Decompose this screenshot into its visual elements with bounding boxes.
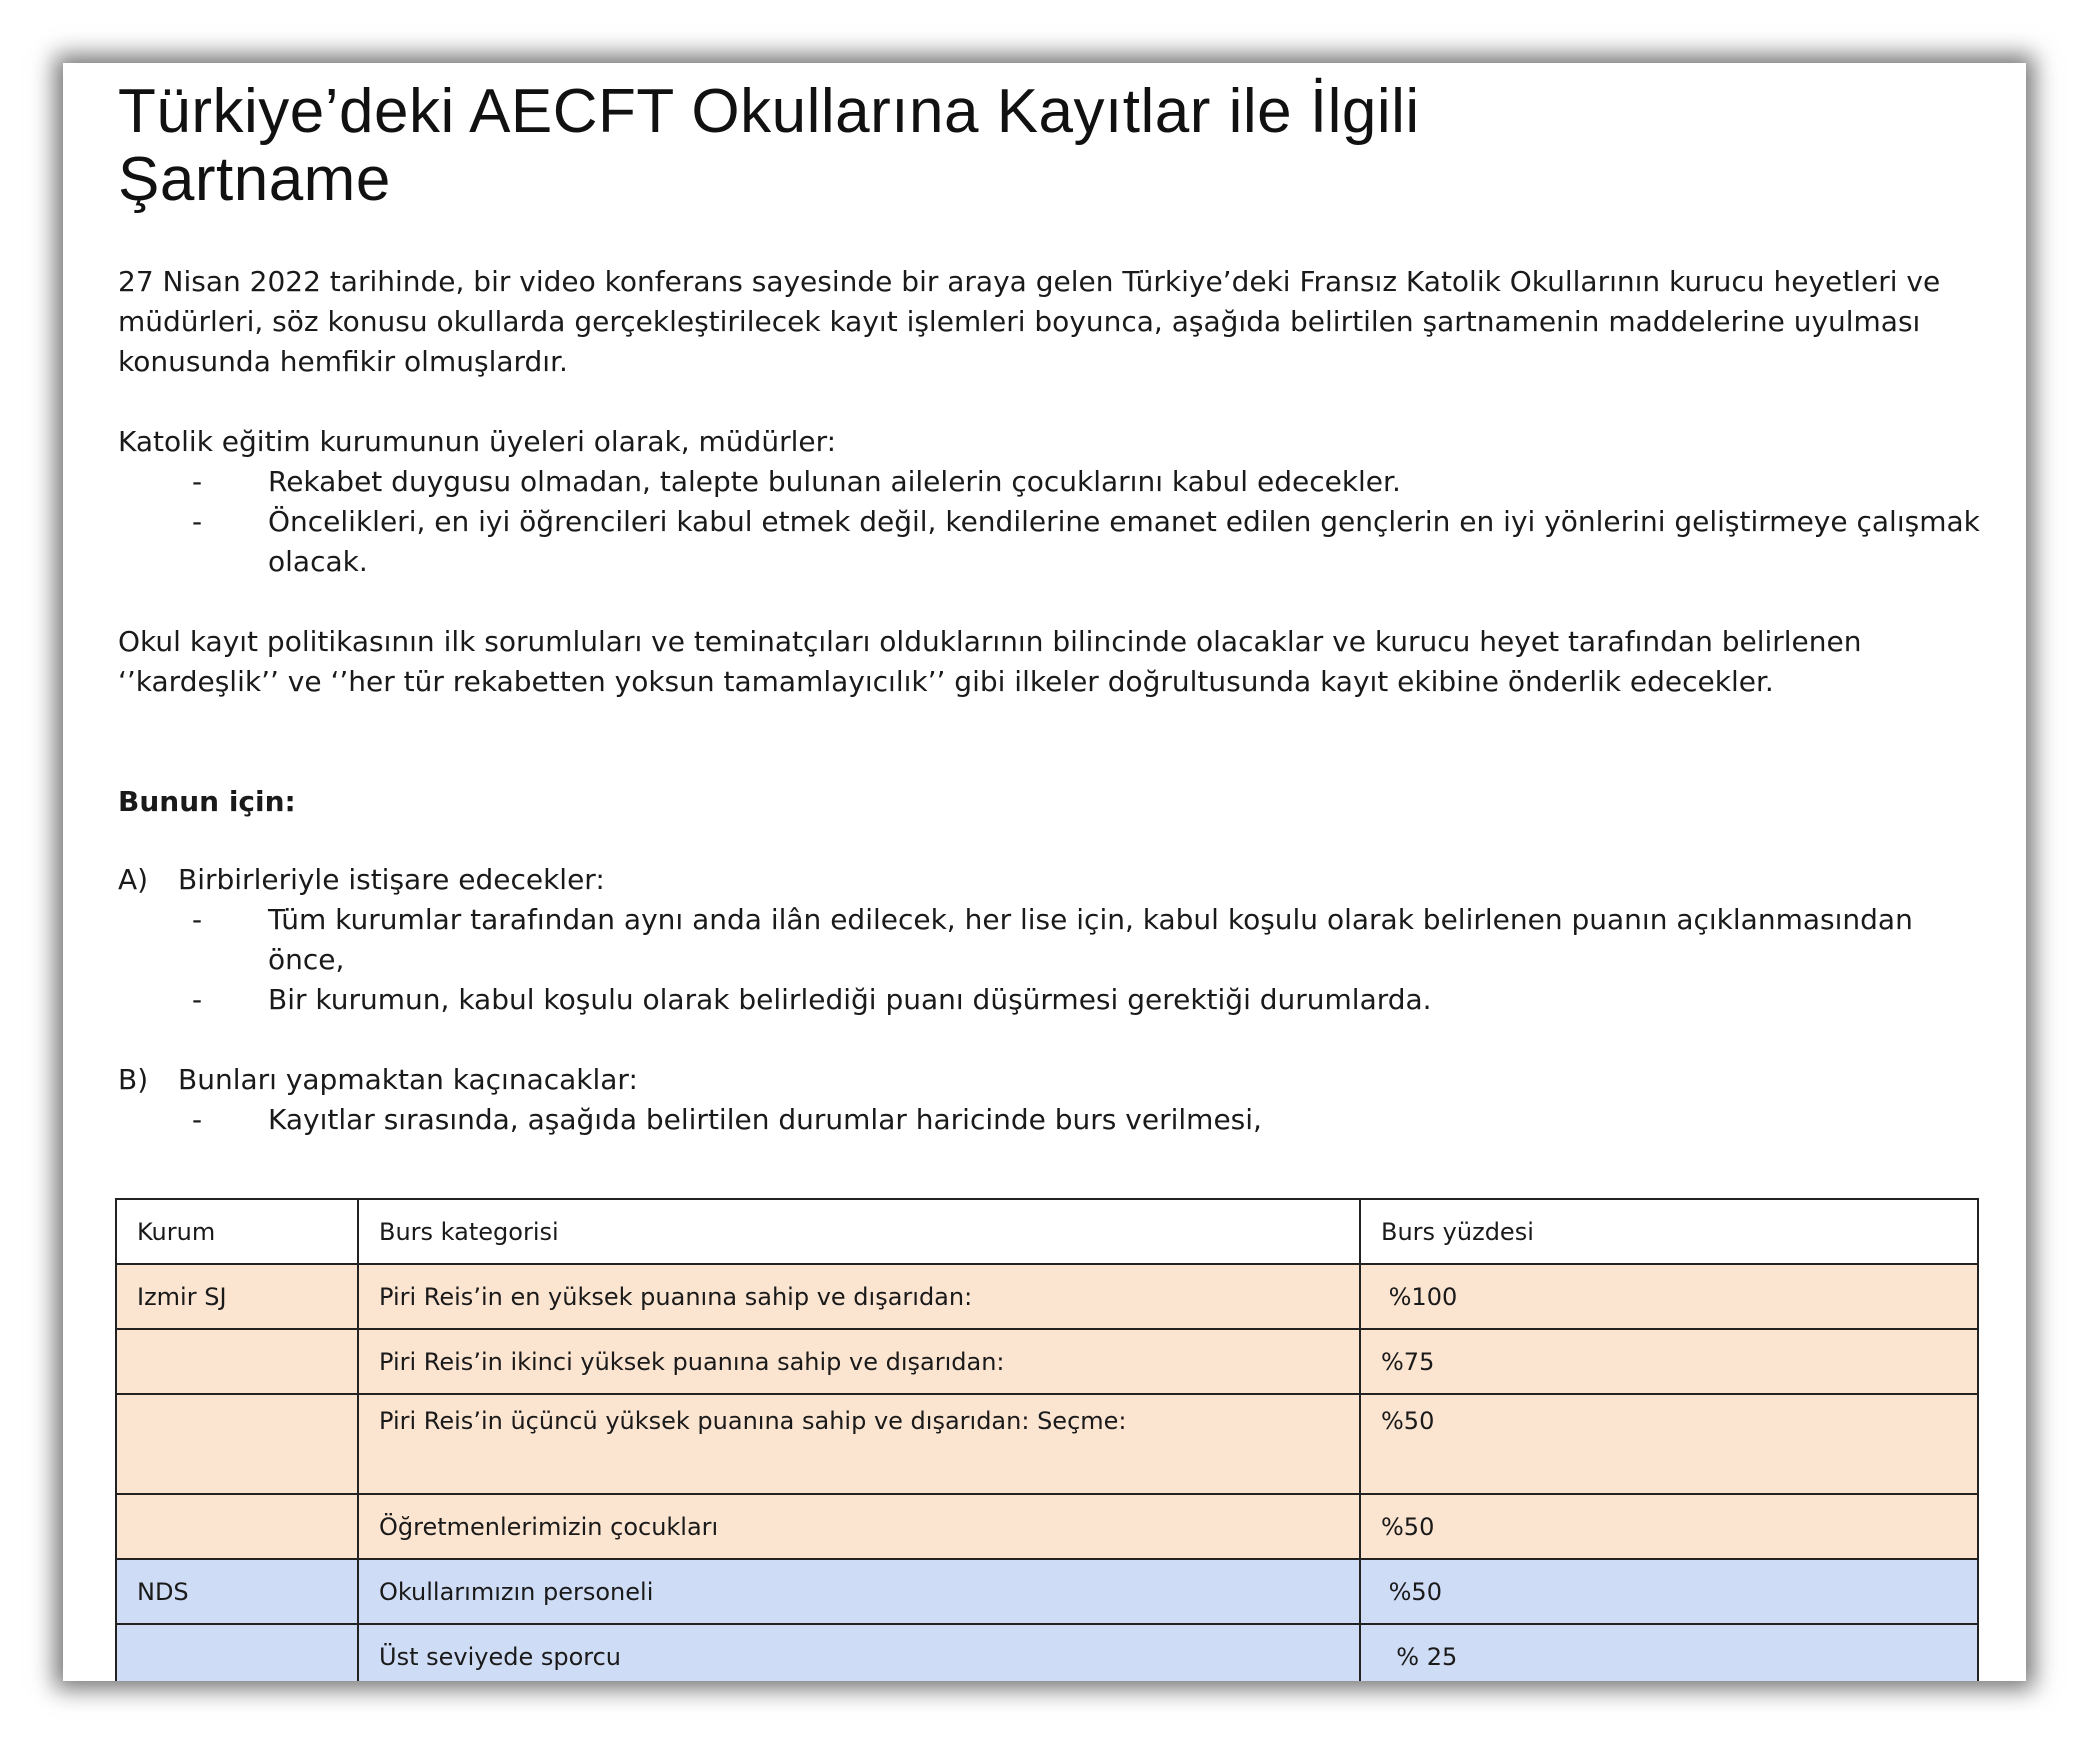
table-row	[116, 1394, 1978, 1494]
table-row	[116, 1494, 1978, 1559]
title-line-2: Şartname	[118, 145, 391, 214]
section-a-list	[118, 900, 1998, 1020]
section-a-label: A)	[118, 863, 149, 896]
table-row	[116, 1559, 1978, 1624]
cell-kategori: Okullarımızın personeli	[358, 1559, 1360, 1624]
list-item	[118, 900, 1998, 980]
cell-yuzde: % 25	[1360, 1624, 1978, 1681]
cell-kategori: Piri Reis’in üçüncü yüksek puanına sahip ve dışarıdan: Seçme:	[358, 1394, 1360, 1494]
cell-yuzde: %75	[1360, 1329, 1978, 1394]
cell-yuzde: %100	[1360, 1264, 1978, 1329]
scholarship-table	[115, 1198, 1979, 1681]
cell-yuzde: %50	[1360, 1394, 1978, 1494]
list-item-text: Bir kurumun, kabul koşulu olarak belirlediği puanı düşürmesi gerektiği durumlarda.	[268, 983, 1432, 1016]
section-b-heading	[118, 1060, 1998, 1100]
cell-kurum: NDS	[116, 1559, 358, 1624]
table-row	[116, 1264, 1978, 1329]
list-item	[118, 462, 1998, 502]
dash-bullet: -	[192, 903, 203, 936]
list-item	[118, 980, 1998, 1020]
section-a-heading	[118, 860, 1998, 900]
section-a-title: Birbirleriyle istişare edecekler:	[178, 863, 605, 896]
list-item	[118, 502, 1998, 582]
header-kurum: Kurum	[116, 1199, 358, 1264]
document-page	[63, 63, 2026, 1681]
document-body	[118, 262, 1998, 1140]
intro-paragraph: 27 Nisan 2022 tarihinde, bir video konferans sayesinde bir araya gelen Türkiye’deki Fransız Katolik Okullarının kurucu heyetleri ve müdürleri, söz konusu okullarda gerçekleştirilecek kayıt işlemleri boyunca, aşağıda belirtilen şartnamenin maddelerine uyulması konusunda hemfikir olmuşlardır.	[118, 265, 1941, 378]
for-this-heading: Bunun için:	[118, 785, 296, 818]
section-b-title: Bunları yapmaktan kaçınacaklar:	[178, 1063, 638, 1096]
table-row	[116, 1624, 1978, 1681]
document-content	[118, 63, 1998, 1140]
list-item	[118, 1100, 1998, 1140]
cell-kurum	[116, 1624, 358, 1681]
dash-bullet: -	[192, 465, 203, 498]
directors-lead: Katolik eğitim kurumunun üyeleri olarak, müdürler:	[118, 425, 837, 458]
header-burs-kategorisi: Burs kategorisi	[358, 1199, 1360, 1264]
dash-bullet: -	[192, 1103, 203, 1136]
list-item-text: Tüm kurumlar tarafından aynı anda ilân edilecek, her lise için, kabul koşulu olarak belirlenen puanın açıklanmasından önce,	[268, 903, 1913, 976]
cell-yuzde: %50	[1360, 1559, 1978, 1624]
cell-kurum	[116, 1394, 358, 1494]
list-item-text: Rekabet duygusu olmadan, talepte bulunan ailelerin çocuklarını kabul edecekler.	[268, 465, 1401, 498]
list-item-text: Öncelikleri, en iyi öğrencileri kabul etmek değil, kendilerine emanet edilen gençlerin en iyi yönlerini geliştirmeye çalışmak olacak.	[268, 505, 1980, 578]
cell-kategori: Piri Reis’in en yüksek puanına sahip ve dışarıdan:	[358, 1264, 1360, 1329]
cell-yuzde: %50	[1360, 1494, 1978, 1559]
directors-list	[118, 462, 1998, 582]
cell-kurum: Izmir SJ	[116, 1264, 358, 1329]
dash-bullet: -	[192, 983, 203, 1016]
header-burs-yuzdesi: Burs yüzdesi	[1360, 1199, 1978, 1264]
document-title	[118, 78, 1998, 214]
title-line-1: Türkiye’deki AECFT Okullarına Kayıtlar ile İlgili	[118, 77, 1420, 146]
cell-kategori: Öğretmenlerimizin çocukları	[358, 1494, 1360, 1559]
policy-paragraph: Okul kayıt politikasının ilk sorumluları ve teminatçıları olduklarının bilincinde olacaklar ve kurucu heyet tarafından belirlenen ‘’kardeşlik’’ ve ‘’her tür rekabetten yoksun tamamlayıcılık’’ gibi ilkeler doğrultusunda kayıt ekibine önderlik edecekler.	[118, 625, 1862, 698]
table-header-row	[116, 1199, 1978, 1264]
cell-kurum	[116, 1329, 358, 1394]
section-b-label: B)	[118, 1063, 149, 1096]
section-b-list	[118, 1100, 1998, 1140]
cell-kategori: Piri Reis’in ikinci yüksek puanına sahip ve dışarıdan:	[358, 1329, 1360, 1394]
table-row	[116, 1329, 1978, 1394]
cell-kurum	[116, 1494, 358, 1559]
dash-bullet: -	[192, 505, 203, 538]
list-item-text: Kayıtlar sırasında, aşağıda belirtilen durumlar haricinde burs verilmesi,	[268, 1103, 1262, 1136]
cell-kategori: Üst seviyede sporcu	[358, 1624, 1360, 1681]
